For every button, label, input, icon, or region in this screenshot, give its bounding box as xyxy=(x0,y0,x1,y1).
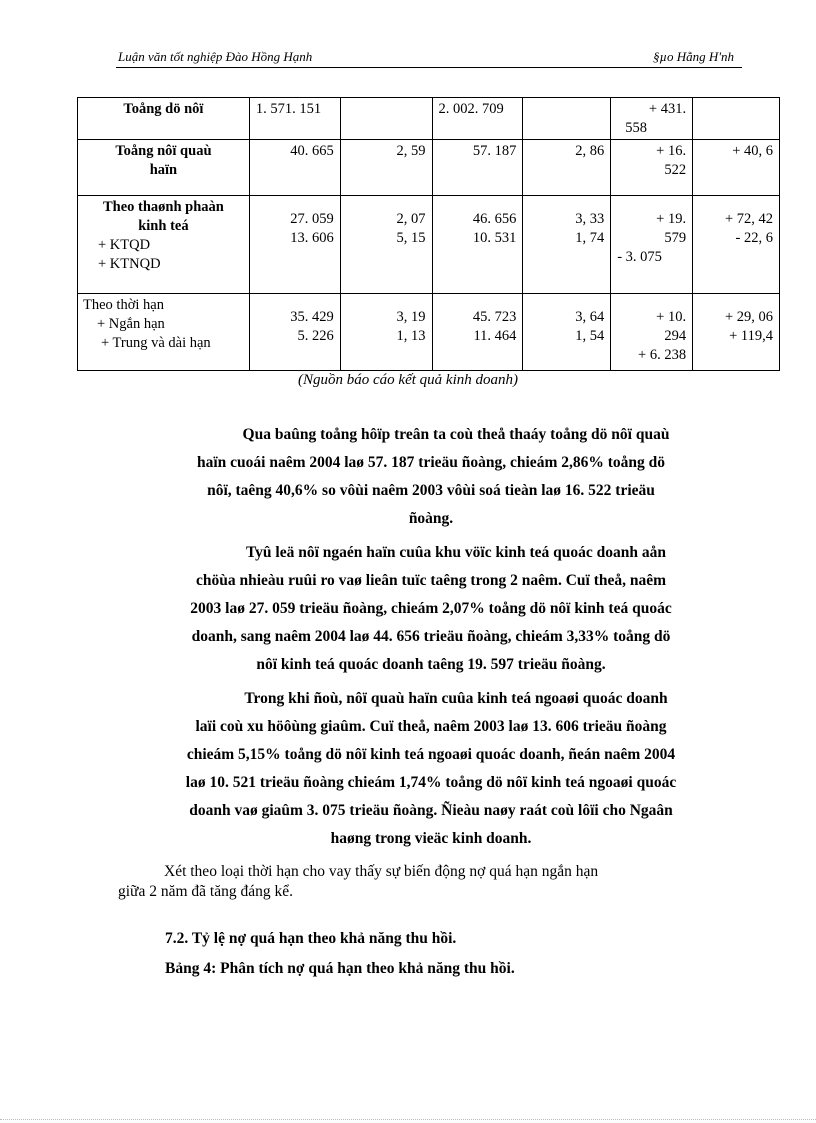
cell-value: 5. 226 xyxy=(297,328,334,344)
text-line: Qua baûng toång hôïp treân ta coù theå thaáy toång dö nôï quaù xyxy=(242,426,670,443)
cell-value: - 3. 075 xyxy=(617,249,662,265)
cell-value: 558 xyxy=(625,120,647,136)
cell-2004-ratio xyxy=(523,98,611,140)
cell-value: + 6. 238 xyxy=(638,347,687,363)
table-row-total-overdue xyxy=(78,140,780,196)
cell-value: 2, 07 xyxy=(396,211,426,227)
page-header xyxy=(116,47,742,68)
cell-value: + 10. xyxy=(656,309,687,325)
row-label xyxy=(78,140,250,196)
text-line: doanh vaø giaûm 3. 075 trieäu ñoàng. Ñieàu naøy raát coù lôïi cho Ngaân xyxy=(189,802,673,819)
cell-value: 5, 15 xyxy=(396,230,426,246)
cell-2004-amount xyxy=(432,98,523,140)
cell-2003-amount xyxy=(249,98,340,140)
cell-value: + 40, 6 xyxy=(732,143,773,159)
cell-value: 3, 33 xyxy=(575,211,605,227)
cell-value: 3, 19 xyxy=(396,309,426,325)
cell-2004-ratio xyxy=(523,196,611,294)
paragraph-4 xyxy=(118,862,744,902)
cell-value: 35. 429 xyxy=(290,309,334,325)
label-line: + Trung và dài hạn xyxy=(101,335,211,351)
text-line: Tyû leä nôï ngaén haïn cuûa khu vöïc kinh teá quoác doanh aån xyxy=(245,544,667,561)
overdue-debt-table xyxy=(77,97,780,371)
label-line: Toång nôï quaù xyxy=(115,143,212,159)
text-line: Xét theo loại thời hạn cho vay thấy sự biến động nợ quá hạn ngắn hạn xyxy=(164,863,599,880)
label-line: kinh teá xyxy=(138,218,189,234)
paragraph-1 xyxy=(118,421,744,533)
cell-2004-ratio xyxy=(523,294,611,371)
cell-2003-amount xyxy=(249,294,340,371)
text-line: nôï kinh teá quoác doanh taêng 19. 597 trieäu ñoàng. xyxy=(256,656,606,673)
cell-2004-ratio xyxy=(523,140,611,196)
label-line: + KTNQD xyxy=(98,256,161,272)
cell-value: + 16. xyxy=(656,143,687,159)
cell-value: 579 xyxy=(664,230,687,246)
cell-change-percent xyxy=(693,140,780,196)
text-line: ñoàng. xyxy=(408,510,454,527)
cell-2003-ratio xyxy=(340,140,432,196)
text-line: Trong khi ñoù, nôï quaù haïn cuûa kinh teá ngoaøi quoác doanh xyxy=(244,690,668,707)
cell-change-percent xyxy=(693,196,780,294)
cell-value: 27. 059 xyxy=(290,211,334,227)
cell-value: 10. 531 xyxy=(472,230,517,246)
text-line: laø 10. 521 trieäu ñoàng chieám 1,74% toång dö nôï kinh teá ngoaøi quoác xyxy=(185,774,677,791)
row-label xyxy=(78,196,250,294)
cell-value: 2. 002. 709 xyxy=(438,101,504,117)
cell-change-amount xyxy=(611,294,693,371)
cell-change-percent xyxy=(693,294,780,371)
cell-2003-amount xyxy=(249,196,340,294)
cell-value: + 119,4 xyxy=(729,328,773,344)
cell-change-amount xyxy=(611,196,693,294)
cell-value: + 431. xyxy=(648,101,687,117)
cell-value: 2, 86 xyxy=(575,143,605,159)
row-label xyxy=(78,294,250,371)
cell-value: 294 xyxy=(664,328,687,344)
table-row-by-sector xyxy=(78,196,780,294)
cell-2003-amount xyxy=(249,140,340,196)
cell-value: + 72, 42 xyxy=(724,211,773,227)
cell-value: 45. 723 xyxy=(472,309,517,325)
cell-value: 1, 54 xyxy=(575,328,605,344)
cell-value: + 19. xyxy=(656,211,687,227)
cell-change-percent xyxy=(693,98,780,140)
cell-2004-amount xyxy=(432,140,523,196)
paragraph-2 xyxy=(118,539,744,679)
paragraph-3 xyxy=(118,685,744,853)
text-line: 2003 laø 27. 059 trieäu ñoàng, chieám 2,07% toång dö nôï kinh teá quoác xyxy=(190,600,672,617)
text-line: giữa 2 năm đã tăng đáng kể. xyxy=(118,883,293,900)
text-line: nôï, taêng 40,6% so vôùi naêm 2003 vôùi soá tieàn laø 16. 522 trieäu xyxy=(207,482,655,499)
cell-value: - 22, 6 xyxy=(735,230,773,246)
cell-value: 11. 464 xyxy=(473,328,517,344)
cell-value: 522 xyxy=(664,162,687,178)
cell-value: 2, 59 xyxy=(396,143,426,159)
cell-value: 57. 187 xyxy=(472,143,517,159)
cell-change-amount xyxy=(611,140,693,196)
cell-value: 40. 665 xyxy=(290,143,334,159)
cell-value: 1. 571. 151 xyxy=(255,101,322,117)
header-title-right: §µo Hằng H'nh xyxy=(652,49,734,64)
cell-value: 13. 606 xyxy=(290,230,334,246)
cell-value: 1, 74 xyxy=(575,230,605,246)
cell-value: 46. 656 xyxy=(472,211,517,227)
text-line: haøng trong vieäc kinh doanh. xyxy=(330,830,532,847)
label-line: Theo thời hạn xyxy=(83,297,164,313)
cell-value: + 29, 06 xyxy=(724,309,773,325)
label-line: Toång dö nôï xyxy=(123,101,204,117)
row-label xyxy=(78,98,250,140)
text-line: doanh, sang naêm 2004 laø 44. 656 trieäu ñoàng, chieám 3,33% toång dö xyxy=(191,628,671,645)
cell-value: 3, 64 xyxy=(575,309,605,325)
text-line: laïi coù xu höôùng giaûm. Cuï theå, naêm 2003 laø 13. 606 trieäu ñoàng xyxy=(195,718,667,735)
cell-2003-ratio xyxy=(340,196,432,294)
page-bottom-divider xyxy=(0,1119,816,1120)
label-line: + Ngắn hạn xyxy=(97,316,165,332)
table-title: Bảng 4: Phân tích nợ quá hạn theo khả năng thu hồi. xyxy=(165,960,515,977)
table-source-caption: (Nguồn báo cáo kết quả kinh doanh) xyxy=(298,372,518,388)
label-line: haïn xyxy=(149,162,178,178)
cell-value: 1, 13 xyxy=(396,328,426,344)
cell-2003-ratio xyxy=(340,98,432,140)
text-line: chieám 5,15% toång dö nôï kinh teá ngoaøi quoác doanh, ñeán naêm 2004 xyxy=(186,746,676,763)
label-line: Theo thaønh phaàn xyxy=(102,199,224,215)
cell-2004-amount xyxy=(432,196,523,294)
table-row-by-term xyxy=(78,294,780,371)
header-title-left: Luận văn tốt nghiệp Đào Hồng Hạnh xyxy=(118,49,313,64)
cell-change-amount xyxy=(611,98,693,140)
table-row-total-debt xyxy=(78,98,780,140)
label-line: + KTQD xyxy=(98,237,151,253)
section-heading: 7.2. Tỷ lệ nợ quá hạn theo khả năng thu hồi. xyxy=(165,930,457,947)
cell-2003-ratio xyxy=(340,294,432,371)
text-line: haïn cuoái naêm 2004 laø 57. 187 trieäu ñoàng, chieám 2,86% toång dö xyxy=(196,454,666,471)
text-line: chöùa nhieàu ruûi ro vaø lieân tuïc taêng trong 2 naêm. Cuï theå, naêm xyxy=(195,572,667,589)
cell-2004-amount xyxy=(432,294,523,371)
